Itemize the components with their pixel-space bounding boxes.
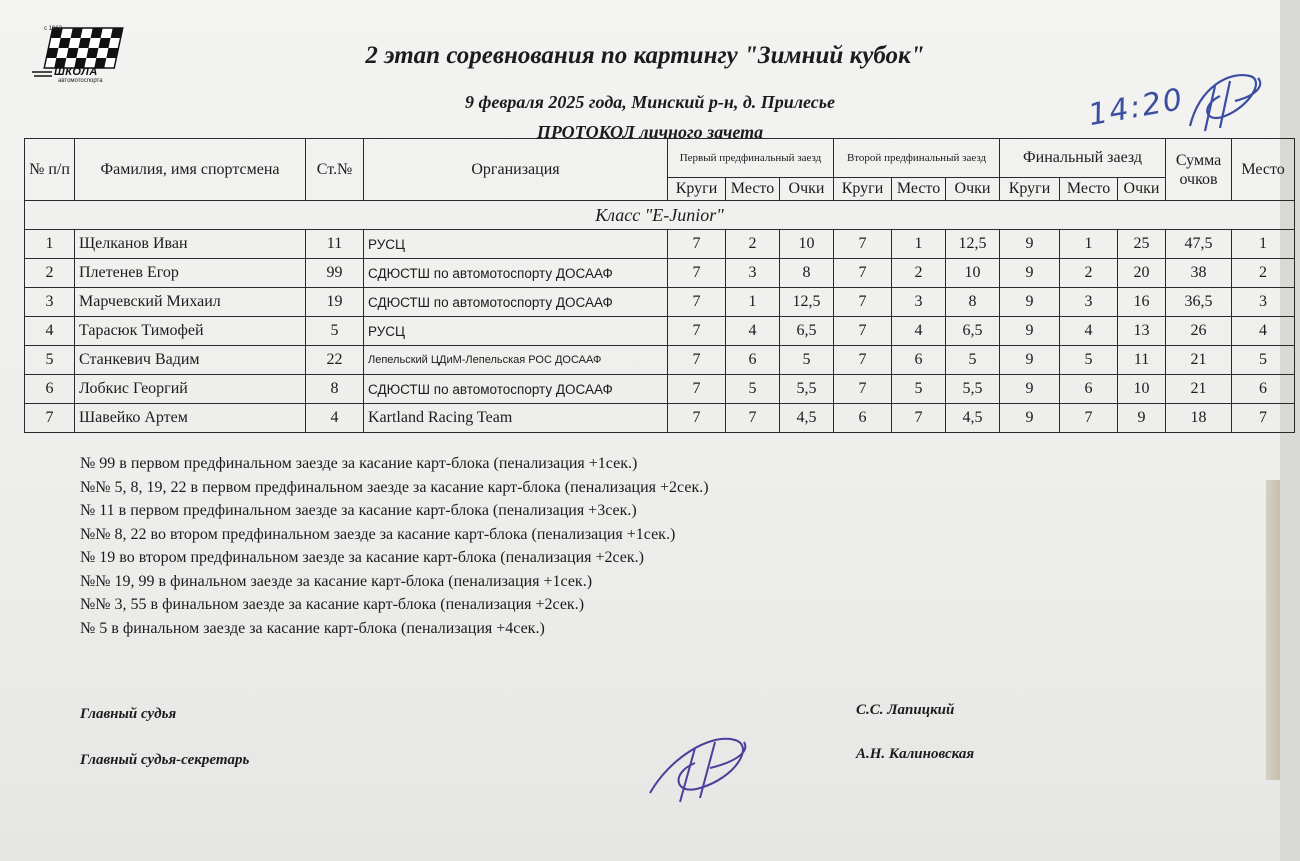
heat1-points: 4,5: [780, 404, 834, 433]
final-position: 1: [1060, 230, 1118, 259]
document-title: 2 этап соревнования по картингу "Зимний кубок": [365, 42, 925, 69]
final-position: 3: [1060, 288, 1118, 317]
organization: СДЮСТШ по автомотоспорту ДОСААФ: [364, 375, 668, 404]
heat2-points: 5: [946, 346, 1000, 375]
col-header-pos: Место: [892, 178, 946, 201]
table-row: [25, 288, 1295, 317]
heat1-position: 5: [726, 375, 780, 404]
handwritten-time: 14:20: [1085, 81, 1187, 134]
heat2-points: 8: [946, 288, 1000, 317]
table-row: [25, 375, 1295, 404]
heat2-laps: 6: [834, 404, 892, 433]
heat1-laps: 7: [668, 404, 726, 433]
heat2-position: 1: [892, 230, 946, 259]
protocol-heading: ПРОТОКОЛ личного зачета: [536, 122, 764, 142]
heat2-position: 3: [892, 288, 946, 317]
athlete-name: Станкевич Вадим: [75, 346, 306, 375]
results-table: [24, 138, 1295, 433]
heat1-laps: 7: [668, 346, 726, 375]
organization: РУСЦ: [364, 317, 668, 346]
points-sum: 18: [1166, 404, 1232, 433]
start-number: 5: [306, 317, 364, 346]
heat1-position: 6: [726, 346, 780, 375]
col-header-sum: Сумма очков: [1166, 139, 1232, 201]
penalty-note: № 99 в первом предфинальном заезде за касание карт-блока (пенализация +1сек.): [80, 455, 638, 472]
penalty-note: № 19 во втором предфинальном заезде за касание карт-блока (пенализация +2сек.): [80, 549, 645, 566]
penalty-note: № 5 в финальном заезде за касание карт-блока (пенализация +4сек.): [80, 619, 545, 637]
organization: СДЮСТШ по автомотоспорту ДОСААФ: [364, 259, 668, 288]
table-row: [25, 259, 1295, 288]
heat1-laps: 7: [668, 375, 726, 404]
row-number: 5: [25, 346, 75, 375]
athlete-name: Шавейко Артем: [75, 404, 306, 433]
overall-place: 2: [1232, 259, 1295, 288]
results-body: [25, 230, 1295, 433]
heat2-points: 4,5: [946, 404, 1000, 433]
col-header-name: Фамилия, имя спортсмена: [75, 139, 306, 201]
signature-icon: [640, 728, 760, 808]
points-sum: 21: [1166, 375, 1232, 404]
final-position: 2: [1060, 259, 1118, 288]
points-sum: 26: [1166, 317, 1232, 346]
points-sum: 36,5: [1166, 288, 1232, 317]
heat2-laps: 7: [834, 288, 892, 317]
final-laps: 9: [1000, 404, 1060, 433]
penalty-note: №№ 19, 99 в финальном заезде за касание карт-блока (пенализация +1сек.): [80, 572, 593, 590]
secretary-name: А.Н. Калиновская: [856, 746, 975, 762]
athlete-name: Щелканов Иван: [75, 230, 306, 259]
heat1-position: 2: [726, 230, 780, 259]
heat2-laps: 7: [834, 230, 892, 259]
heat1-points: 10: [780, 230, 834, 259]
heat1-position: 3: [726, 259, 780, 288]
final-laps: 9: [1000, 317, 1060, 346]
class-label: Класс "E-Junior": [25, 201, 1295, 230]
secretary-label: Главный судья-секретарь: [80, 752, 250, 768]
signature-icon: [1180, 66, 1270, 136]
heat1-points: 12,5: [780, 288, 834, 317]
chief-judge-label: Главный судья: [80, 706, 177, 722]
heat1-laps: 7: [668, 259, 726, 288]
heat2-position: 7: [892, 404, 946, 433]
start-number: 22: [306, 346, 364, 375]
table-row: [25, 230, 1295, 259]
heat2-laps: 7: [834, 259, 892, 288]
col-header-pos: Место: [1060, 178, 1118, 201]
heat2-laps: 7: [834, 375, 892, 404]
penalty-note: №№ 5, 8, 19, 22 в первом предфинальном заезде за касание карт-блока (пенализация +2сек.): [80, 478, 709, 496]
heat2-position: 4: [892, 317, 946, 346]
points-sum: 21: [1166, 346, 1232, 375]
final-laps: 9: [1000, 259, 1060, 288]
start-number: 99: [306, 259, 364, 288]
final-points: 11: [1118, 346, 1166, 375]
start-number: 19: [306, 288, 364, 317]
heat2-laps: 7: [834, 346, 892, 375]
table-row: [25, 404, 1295, 433]
points-sum: 47,5: [1166, 230, 1232, 259]
heat1-position: 7: [726, 404, 780, 433]
penalty-note: №№ 8, 22 во втором предфинальном заезде за касание карт-блока (пенализация +1сек.): [80, 525, 676, 543]
heat2-position: 6: [892, 346, 946, 375]
heat1-laps: 7: [668, 288, 726, 317]
logo-text: ШКОЛА: [54, 66, 98, 78]
row-number: 1: [25, 230, 75, 259]
overall-place: 7: [1232, 404, 1295, 433]
row-number: 2: [25, 259, 75, 288]
heat2-points: 6,5: [946, 317, 1000, 346]
heat1-points: 6,5: [780, 317, 834, 346]
final-points: 20: [1118, 259, 1166, 288]
logo-subtext: автомотоспорта: [58, 78, 103, 84]
heat2-points: 12,5: [946, 230, 1000, 259]
col-header-place: Место: [1232, 139, 1295, 201]
final-position: 7: [1060, 404, 1118, 433]
col-header-final: Финальный заезд: [1000, 139, 1166, 178]
final-points: 10: [1118, 375, 1166, 404]
row-number: 4: [25, 317, 75, 346]
penalty-note: №№ 3, 55 в финальном заезде за касание карт-блока (пенализация +2сек.): [80, 596, 585, 613]
athlete-name: Тарасюк Тимофей: [75, 317, 306, 346]
background-edge: [1266, 480, 1280, 780]
final-points: 25: [1118, 230, 1166, 259]
athlete-name: Плетенев Егор: [75, 259, 306, 288]
chief-judge-name: С.С. Лапицкий: [856, 702, 955, 718]
final-position: 4: [1060, 317, 1118, 346]
final-laps: 9: [1000, 288, 1060, 317]
start-number: 11: [306, 230, 364, 259]
start-number: 8: [306, 375, 364, 404]
heat1-points: 5,5: [780, 375, 834, 404]
col-header-start-no: Ст.№: [306, 139, 364, 201]
heat2-position: 5: [892, 375, 946, 404]
penalty-note: № 11 в первом предфинальном заезде за касание карт-блока (пенализация +3сек.): [80, 502, 637, 519]
col-header-laps: Круги: [834, 178, 892, 201]
heat1-points: 5: [780, 346, 834, 375]
organization: Лепельский ЦДиМ-Лепельская РОС ДОСААФ: [364, 346, 668, 375]
organization: СДЮСТШ по автомотоспорту ДОСААФ: [364, 288, 668, 317]
col-header-heat2: Второй предфинальный заезд: [834, 139, 1000, 178]
final-laps: 9: [1000, 230, 1060, 259]
points-sum: 38: [1166, 259, 1232, 288]
col-header-heat1: Первый предфинальный заезд: [668, 139, 834, 178]
table-row: [25, 317, 1295, 346]
athlete-name: Лобкис Георгий: [75, 375, 306, 404]
heat2-laps: 7: [834, 317, 892, 346]
overall-place: 1: [1232, 230, 1295, 259]
heat1-laps: 7: [668, 317, 726, 346]
heat1-laps: 7: [668, 230, 726, 259]
class-row: [25, 201, 1295, 230]
col-header-num: № п/п: [25, 139, 75, 201]
final-points: 16: [1118, 288, 1166, 317]
heat1-position: 1: [726, 288, 780, 317]
overall-place: 5: [1232, 346, 1295, 375]
final-points: 9: [1118, 404, 1166, 433]
col-header-pos: Место: [726, 178, 780, 201]
row-number: 6: [25, 375, 75, 404]
heat2-position: 2: [892, 259, 946, 288]
col-header-pts: Очки: [946, 178, 1000, 201]
heat2-points: 10: [946, 259, 1000, 288]
document-subtitle: 9 февраля 2025 года, Минский р-н, д. Прилесье: [464, 92, 836, 112]
overall-place: 6: [1232, 375, 1295, 404]
final-position: 5: [1060, 346, 1118, 375]
organization: РУСЦ: [364, 230, 668, 259]
final-position: 6: [1060, 375, 1118, 404]
col-header-laps: Круги: [668, 178, 726, 201]
final-laps: 9: [1000, 375, 1060, 404]
col-header-org: Организация: [364, 139, 668, 201]
organization: Kartland Racing Team: [364, 404, 668, 433]
col-header-pts: Очки: [1118, 178, 1166, 201]
table-header-row: [25, 139, 1295, 178]
final-laps: 9: [1000, 346, 1060, 375]
heat2-points: 5,5: [946, 375, 1000, 404]
table-row: [25, 346, 1295, 375]
start-number: 4: [306, 404, 364, 433]
overall-place: 4: [1232, 317, 1295, 346]
athlete-name: Марчевский Михаил: [75, 288, 306, 317]
logo-year: с 1962: [44, 26, 63, 32]
col-header-laps: Круги: [1000, 178, 1060, 201]
row-number: 7: [25, 404, 75, 433]
row-number: 3: [25, 288, 75, 317]
overall-place: 3: [1232, 288, 1295, 317]
heat1-position: 4: [726, 317, 780, 346]
heat1-points: 8: [780, 259, 834, 288]
final-points: 13: [1118, 317, 1166, 346]
col-header-pts: Очки: [780, 178, 834, 201]
penalty-notes: [80, 452, 709, 640]
